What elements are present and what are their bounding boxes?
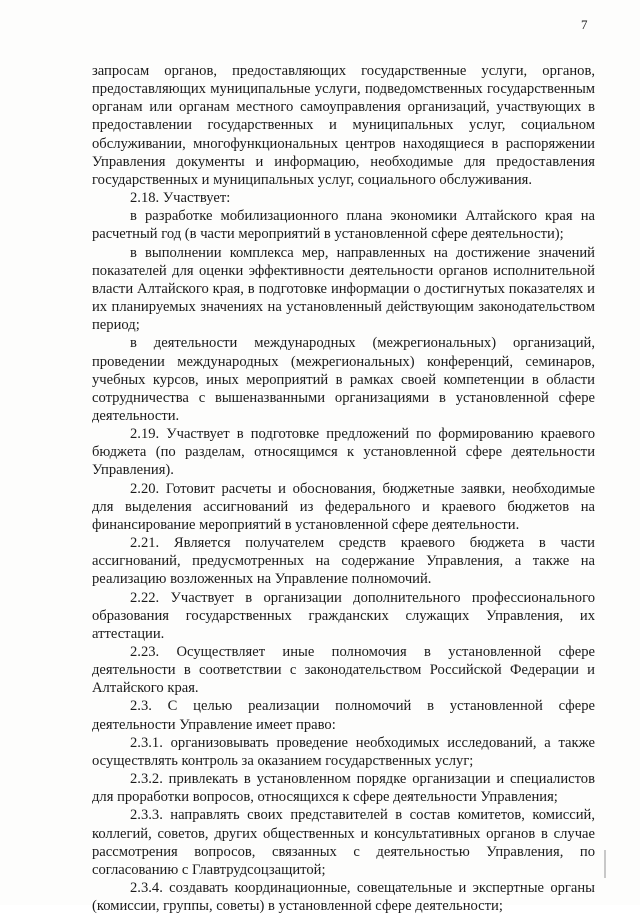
paragraph: в разработке мобилизационного плана экономики Алтайского края на расчетный год (в части мероприятий в установленной сфере деятельности); [92,208,595,243]
paragraph: 2.22. Участвует в организации дополнительного профессионального образования государственных гражданских служащих Управления, их аттестации. [92,589,595,642]
paragraph: 2.3. С целью реализации полномочий в установленной сфере деятельности Управление имеет право: [92,698,595,733]
paragraph: 2.21. Является получателем средств краевого бюджета в части ассигнований, предусмотренных на содержание Управления, а также на реализацию возложенных на Управление полномочий. [92,535,595,588]
paragraph: 2.3.4. создавать координационные, совещательные и экспертные органы (комиссии, группы, советы) в установленной сфере деятельности; [92,880,595,915]
paragraph: в деятельности международных (межрегиональных) организаций, проведении международных (межрегиональных) конференций, семинаров, учебных курсов, иных мероприятий в рамках своей компетенции в области сотрудничества с вышеназванными организациями в установленной сфере деятельности. [92,335,595,424]
body-text [92,62,595,915]
paragraph: 2.3.1. организовывать проведение необходимых исследований, а также осуществлять контроль за оказанием государственных услуг; [92,734,595,769]
paragraph: 2.3.2. привлекать в установленном порядке организации и специалистов для проработки вопросов, относящихся к сфере деятельности Управления; [92,771,595,806]
paragraph: 2.3.3. направлять своих представителей в состав комитетов, комиссий, коллегий, советов, других общественных и консультативных органов в случае рассмотрения вопросов, связанных с деятельностью Управления, по согласованию с Главтрудсоцзащитой; [92,807,595,878]
paragraph: запросам органов, предоставляющих государственные услуги, органов, предоставляющих муниципальные услуги, подведомственных государственным органам или органам местного самоуправления организаций, участвующих в предоставлении государственных и муниципальных услуг, социальном обслуживании, многофункциональных центров находящиеся в распоряжении Управления документы и информацию, необходимые для предоставления государственных и муниципальных услуг, социального обслуживания. [92,63,595,188]
paragraph: в выполнении комплекса мер, направленных на достижение значений показателей для оценки эффективности деятельности органов исполнительной власти Алтайского края, в подготовке информации о достигнутых показателях и их планируемых значениях на установленный действующим законодательством период; [92,244,595,334]
paragraph: 2.18. Участвует: [130,190,231,207]
scan-edge-mark [604,850,606,878]
page-number: 7 [581,17,588,32]
paragraph: 2.23. Осуществляет иные полномочия в установленной сфере деятельности в соответствии с законодательством Российской Федерации и Алтайского края. [92,644,595,697]
paragraph: 2.20. Готовит расчеты и обоснования, бюджетные заявки, необходимые для выделения ассигнований из федерального и краевого бюджетов на финансирование мероприятий в установленной сфере деятельности. [92,480,595,533]
paragraph: 2.19. Участвует в подготовке предложений по формированию краевого бюджета (по разделам, относящимся к установленной сфере деятельности Управления). [92,426,595,479]
